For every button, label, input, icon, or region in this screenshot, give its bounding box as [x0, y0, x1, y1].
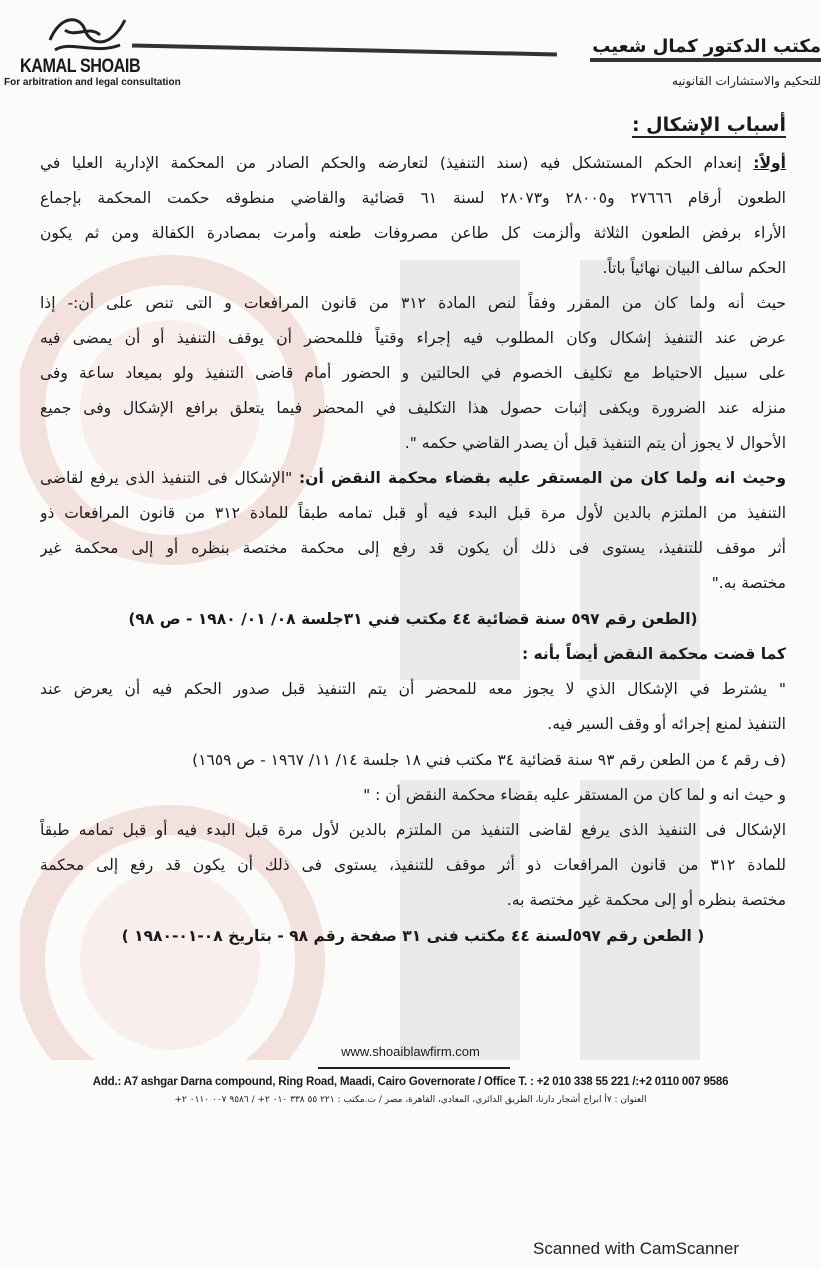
para3-line: أثر موقف للتنفيذ، يستوى فى ذلك أن يكون قد رفع إلى محكمة مختصة بنظره أو إلى محكمة غير: [40, 539, 786, 557]
section-title: أسباب الإشكال :: [631, 114, 786, 136]
para2-line: عرض عند التنفيذ إشكال وكان المطلوب فيه إجراء وقتياً فللمحضر أن يوقف التنفيذ أو أن يمضى فيه: [40, 329, 786, 347]
brand-name: KAMAL SHOAIB: [20, 56, 141, 77]
para2-line: حيث أنه ولما كان من المقرر وفقاً لنص المادة ٣١٢ من قانون المرافعات و التى تنص على أن:- إذا: [40, 294, 786, 312]
office-name: مكتب الدكتور كمال شعيب: [592, 36, 821, 57]
para2-line: على سبيل الاحتياط مع تكليف الخصوم في الحالتين و الحضور أمام قاضى التنفيذ ولو بميعاد ساعة وفى: [40, 364, 786, 382]
para2-line: منزله عند الضرورة ويكفى إثبات حصول هذا التكليف في المحضر فيما يتعلق برافع الإشكال وفى جميع: [40, 399, 786, 417]
para5-line: الإشكال فى التنفيذ الذى يرفع لقاضى التنفيذ من الملتزم بالدين لأول مرة قبل البدء فيه أو قبل تمامه طبقاً: [40, 821, 786, 839]
citation-3: ( الطعن رقم ٥٩٧لسنة ٤٤ مكتب فنى ٣١ صفحة رقم ٩٨ - بتاريخ ٠٨-٠١-١٩٨٠ ): [121, 927, 705, 945]
para1-line: الطعون أرقام ٢٧٦٦٦ و٢٨٠٠٥ و٢٨٠٧٣ لسنة ٦١ قضائية والقاضي منطوقه حكمت المحكمة بإجماع: [40, 189, 786, 207]
para1-line: الحكم سالف البيان نهائياً باتاً.: [602, 259, 786, 277]
citation-2: (ف رقم ٤ من الطعن رقم ٩٣ سنة قضائية ٣٤ مكتب فني ١٨ جلسة ١٤/ ١١/ ١٩٦٧ - ص ١٦٥٩): [192, 751, 786, 769]
para2-line: الأحوال لا يجوز أن يتم التنفيذ قبل أن يصدر القاضي حكمه ".: [404, 434, 786, 452]
logo-calligraphy: [40, 10, 130, 58]
scanner-watermark: Scanned with CamScanner: [532, 1239, 739, 1258]
para3-line: مختصة به.": [711, 574, 786, 592]
para3-line: وحيث انه ولما كان من المستقر عليه بقضاء محكمة النقض أن: "الإشكال فى التنفيذ الذى يرفع لقاضى: [40, 469, 786, 487]
footer-address-ar: العنوان : ٧أ ابراج أشجار دارنا، الطريق الدائري، المعادي، القاهرة، مصر / ت.مكتب : ٢٢١ ٥٥ ٣٣٨ ٠١٠ ٢+ / ٩٥٨٦ ٠٠٧ ٠١١٠ ٢+: [174, 1095, 647, 1105]
para3-line: التنفيذ من الملتزم بالدين لأول مرة قبل البدء فيه أو قبل تمامه طبقاً للمادة ٣١٢ من قانون المرافعات ذو: [40, 504, 786, 522]
para5-line: للمادة ٣١٢ من قانون المرافعات ذو أثر موقف للتنفيذ، يستوى فى ذلك أن يكون قد رفع إلى محكمة: [40, 856, 786, 874]
header-rule-right: [590, 58, 821, 62]
footer-address-en: Add.: A7 ashgar Darna compound, Ring Road, Maadi, Cairo Governorate / Office T. : +2 010 338 55 221 /:+2 0110 007 9586: [92, 1076, 729, 1088]
para1-line: الأراء برفض الطعون الثلاثة وألزمت كل طاعن مصروفات طعنه وأمرت بمصادرة الكفالة ومن ثم يكون: [40, 224, 786, 242]
para5-line: مختصة بنظره أو إلى محكمة غير مختصة به.: [506, 891, 786, 909]
brand-subtitle: For arbitration and legal consultation: [4, 77, 181, 88]
para5-intro: و حيث انه و لما كان من المستقر عليه بقضاء محكمة النقض أن : ": [363, 786, 786, 804]
subheading: كما قضت محكمة النقض أيضاً بأنه :: [521, 645, 786, 663]
para1-line: أولاً: إنعدام الحكم المستشكل فيه (سند التنفيذ) لتعارضه والحكم الصادر من المحكمة الإدارية العليا في: [40, 154, 786, 172]
citation-1: (الطعن رقم ٥٩٧ سنة قضائية ٤٤ مكتب فني ٣١جلسة ٠٨/ ٠١/ ١٩٨٠ - ص ٩٨): [128, 610, 698, 628]
footer-rule: [318, 1067, 510, 1069]
office-subtitle: للتحكيم والاستشارات القانونيه: [672, 74, 821, 88]
para4-line: التنفيذ لمنع إجرائه أو وقف السير فيه.: [547, 715, 786, 733]
header-rule-left: [132, 44, 557, 57]
para4-line: " يشترط في الإشكال الذي لا يجوز معه للمحضر أن يتم التنفيذ قبل صدور الحكم فيه أن يعرض عند: [40, 680, 786, 698]
document-body: [40, 114, 786, 954]
footer-website: www.shoaiblawfirm.com: [341, 1044, 480, 1059]
